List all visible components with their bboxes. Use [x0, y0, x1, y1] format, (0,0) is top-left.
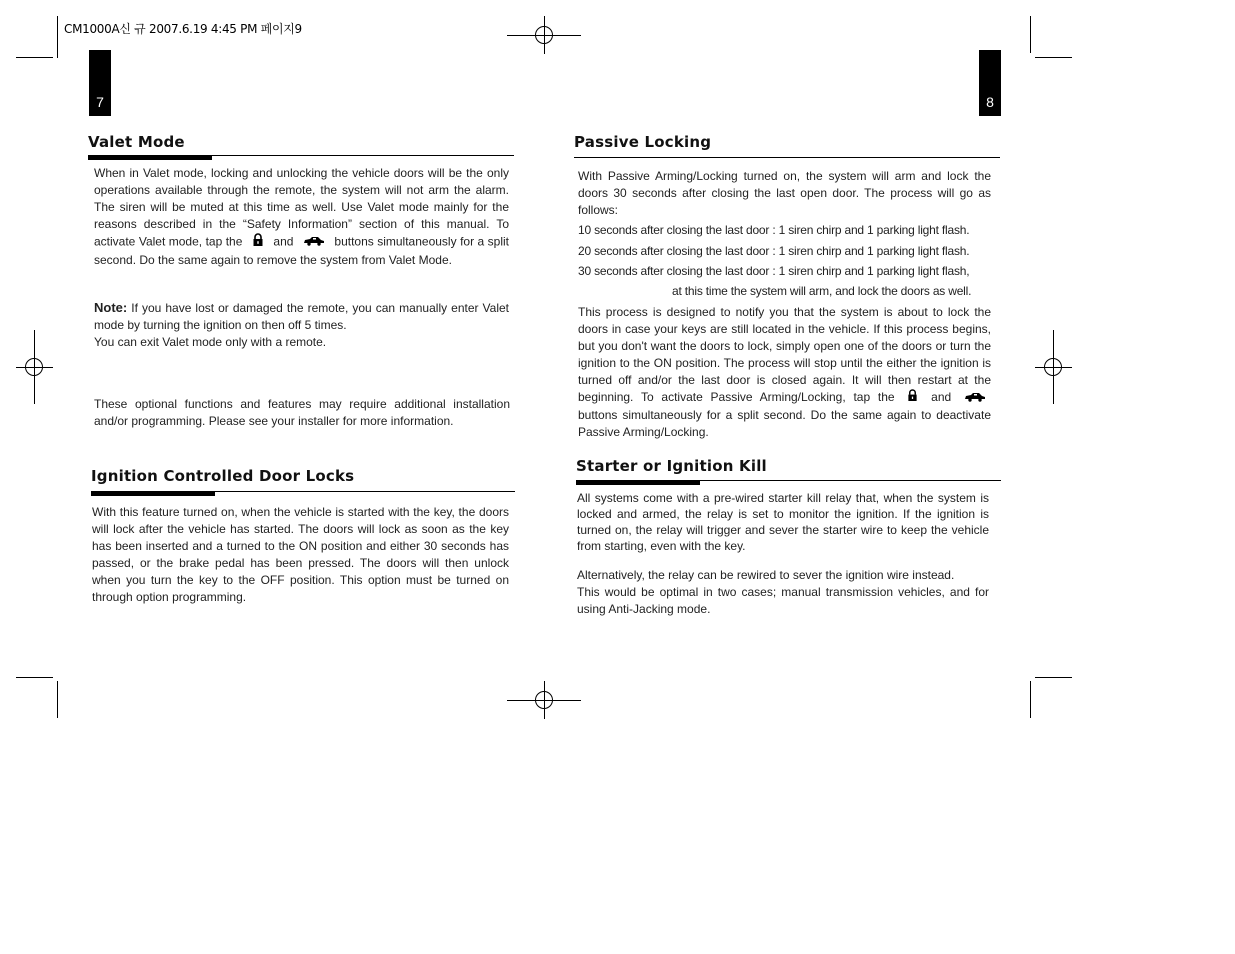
crop-mark — [1030, 16, 1031, 53]
optional-features-note: These optional functions and features may require additional installation and/or programming. Please see your installer for more information. — [94, 397, 510, 428]
crop-mark — [1030, 681, 1031, 718]
section-rule-accent — [88, 156, 212, 160]
section-rule-accent — [91, 492, 215, 496]
crop-mark — [57, 16, 58, 58]
crop-mark — [16, 677, 53, 678]
page-number-right: 8 — [979, 50, 1001, 116]
passive-step: 20 seconds after closing the last door : 1 siren chirp and 1 parking light flash. — [578, 244, 970, 258]
starter-kill-body-1: All systems come with a pre-wired starter kill relay that, when the system is locked and armed, the relay is set to monitor the ignition. If the ignition is turned on, the relay will trigger and sever the starter wire to keep the vehicle from starting, even with the key. — [577, 491, 989, 553]
passive-step: 10 seconds after closing the last door : 1 siren chirp and 1 parking light flash. — [578, 223, 970, 237]
section-rule — [574, 157, 1000, 158]
page-number-left: 7 — [89, 50, 111, 116]
lock-icon — [252, 233, 264, 252]
valet-mode-title: Valet Mode — [88, 133, 185, 151]
valet-note: Note: If you have lost or damaged the remote, you can manually enter Valet mode by turning the ignition on then off 5 times. You can exit Valet mode only with a remote. — [94, 300, 509, 349]
section-rule-accent — [576, 481, 700, 485]
passive-step: 30 seconds after closing the last door : 1 siren chirp and 1 parking light flash, — [578, 264, 970, 278]
valet-mode-body: When in Valet mode, locking and unlocking the vehicle doors will be the only operations available through the remote, the system will not arm the alarm. The siren will be muted at this time as well. Use Valet mode mainly for the reasons described in the “Safety Information” section of this manual. To activate Valet mode, tap the and buttons simultaneously for a split second. Do the same again to remove the system from Valet Mode. — [94, 166, 510, 267]
passive-locking-title: Passive Locking — [574, 133, 712, 151]
crop-mark — [57, 681, 58, 718]
starter-kill-title: Starter or Ignition Kill — [576, 457, 767, 475]
passive-locking-body: This process is designed to notify you that the system is about to lock the doors in case your keys are still located in the vehicle. If this process begins, but you don't want the doors to lock, simply open one of the doors or turn the ignition to the ON position. The process will stop until the either the ignition is turned off and/or the last door is closed again. It will then restart at the beginning. To activate Passive Arming/Locking, tap the and buttons simultaneously for a split second. Do the same again to deactivate Passive Arming/Locking. — [578, 305, 991, 439]
ignition-locks-body: With this feature turned on, when the vehicle is started with the key, the doors will lock after the vehicle has started. The doors will lock as soon as the key has been inserted and a turned to the ON position and either 30 seconds has passed, or the brake pedal has been pressed. The doors will then unlock when you turn the key to the OFF position. This option must be turned on through option programming. — [92, 505, 509, 604]
car-icon — [964, 390, 986, 407]
print-header: CM1000A신 규 2007.6.19 4:45 PM 페이지9 — [64, 22, 302, 36]
note-label: Note: — [94, 300, 128, 315]
starter-kill-body-2: Alternatively, the relay can be rewired to sever the ignition wire instead. This would be optimal in two cases; manual transmission vehicles, and for using Anti-Jacking mode. — [577, 568, 989, 616]
passive-locking-intro: With Passive Arming/Locking turned on, the system will arm and lock the doors 30 seconds after closing the last open door. The process will go as follows: — [578, 169, 991, 217]
crop-mark — [1035, 677, 1072, 678]
lock-icon — [907, 389, 918, 407]
crop-mark — [16, 57, 53, 58]
ignition-locks-title: Ignition Controlled Door Locks — [91, 467, 355, 485]
car-icon — [303, 234, 325, 251]
crop-mark — [1035, 57, 1072, 58]
passive-step-continuation: at this time the system will arm, and lock the doors as well. — [672, 284, 972, 298]
